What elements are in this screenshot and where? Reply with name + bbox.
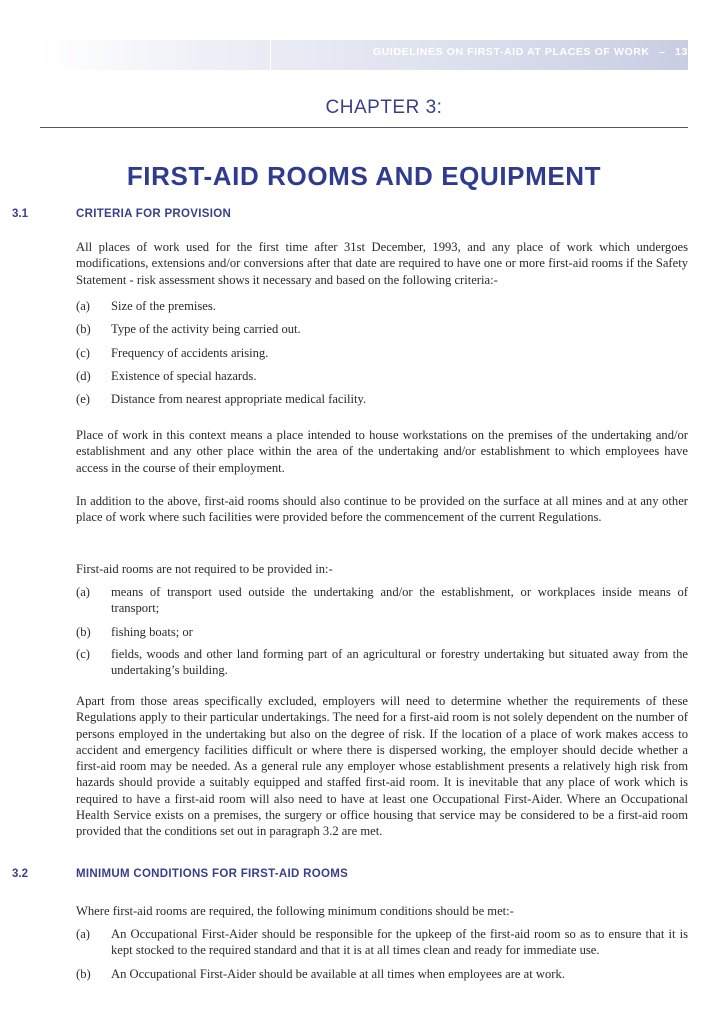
item-label: (e): [76, 392, 90, 406]
section-number: 3.1: [12, 208, 28, 220]
item-label: (b): [76, 967, 91, 981]
item-label: (a): [76, 585, 90, 599]
condition-item: [76, 966, 688, 982]
section-title: MINIMUM CONDITIONS FOR FIRST-AID ROOMS: [76, 868, 349, 880]
page-number: 13: [675, 46, 688, 58]
item-text: Frequency of accidents arising.: [111, 346, 269, 360]
item-text: Size of the premises.: [111, 299, 216, 313]
section-title: CRITERIA FOR PROVISION: [76, 208, 232, 220]
item-label: (b): [76, 625, 91, 639]
item-text: An Occupational First-Aider should be available at all times when employees are at work.: [111, 967, 565, 981]
exclusion-item: [76, 584, 688, 617]
item-text: means of transport used outside the undertaking and/or the establishment, or workplaces inside means of transport;: [111, 585, 688, 616]
running-title: GUIDELINES ON FIRST-AID AT PLACES OF WORK: [372, 46, 650, 58]
paragraph: All places of work used for the first time after 31st December, 1993, and any place of work which undergoes modifications, extensions and/or conversions after that date are required to have one or more first-aid rooms if the Safety Statement - risk assessment shows it necessary and based on the following criteria:-: [76, 240, 688, 287]
chapter-rule: [40, 127, 688, 128]
paragraph: Place of work in this context means a place intended to house workstations on the premises of the undertaking and/or establishment and any other place within the area of the undertaking and/or establishment to which employees have access in the course of their employment.: [76, 428, 688, 475]
criteria-item: [76, 321, 688, 337]
paragraph: First-aid rooms are not required to be provided in:-: [76, 562, 333, 576]
item-label: (c): [76, 647, 90, 661]
header-separator: –: [659, 46, 666, 58]
paragraph: Where first-aid rooms are required, the following minimum conditions should be met:-: [76, 904, 514, 918]
item-text: Distance from nearest appropriate medical facility.: [111, 392, 367, 406]
exclusion-item: [76, 646, 688, 679]
item-text: Existence of special hazards.: [111, 369, 257, 383]
item-text: fields, woods and other land forming part of an agricultural or forestry undertaking but situated away from the undertaking’s building.: [111, 647, 688, 678]
item-text: Type of the activity being carried out.: [111, 322, 301, 336]
page-title: FIRST-AID ROOMS AND EQUIPMENT: [126, 161, 602, 191]
paragraph: Apart from those areas specifically excluded, employers will need to determine whether the requirements of these Regulations apply to their particular undertakings. The need for a first-aid room is not solely dependent on the number of persons employed in the undertaking but also on the degree of risk. If the location of a place of work makes access to accident and emergency facilities difficult or where there is dispersed working, the employer should decide whether a first-aid room may be needed. As a general rule any employer whose establishment presents a relatively high risk from hazards should provide a suitably equipped and staffed first-aid room. It is inevitable that any place of work which is required to have a first-aid room will also need to have at least one Occupational First-Aider. Where an Occupational Health Service exists on a premises, the surgery or office housing that service may be considered to be a first-aid room provided that the conditions set out in paragraph 3.2 are met.: [76, 694, 688, 839]
header-bar-cell: [82, 40, 271, 70]
chapter-heading: CHAPTER 3:: [325, 97, 443, 118]
criteria-item: [76, 345, 688, 361]
condition-item: [76, 926, 688, 959]
item-label: (b): [76, 322, 91, 336]
item-text: fishing boats; or: [111, 625, 193, 639]
exclusion-item: [76, 624, 688, 640]
section-number: 3.2: [12, 868, 28, 880]
item-label: (d): [76, 369, 91, 383]
header-bar-cell: [42, 40, 83, 70]
paragraph: In addition to the above, first-aid rooms should also continue to be provided on the surface at all mines and at any other place of work where such facilities were provided before the commencement of the current Regulations.: [76, 494, 688, 525]
item-label: (a): [76, 927, 90, 941]
header-bar-cell: [270, 40, 271, 70]
criteria-item: [76, 298, 688, 314]
item-label: (a): [76, 299, 90, 313]
criteria-item: [76, 368, 688, 384]
running-header: [373, 46, 688, 58]
item-label: (c): [76, 346, 90, 360]
criteria-item: [76, 391, 688, 407]
item-text: An Occupational First-Aider should be responsible for the upkeep of the first-aid room so as to ensure that it is kept stocked to the required standard and that it is at all times clean and ready for immediate use.: [111, 927, 688, 958]
